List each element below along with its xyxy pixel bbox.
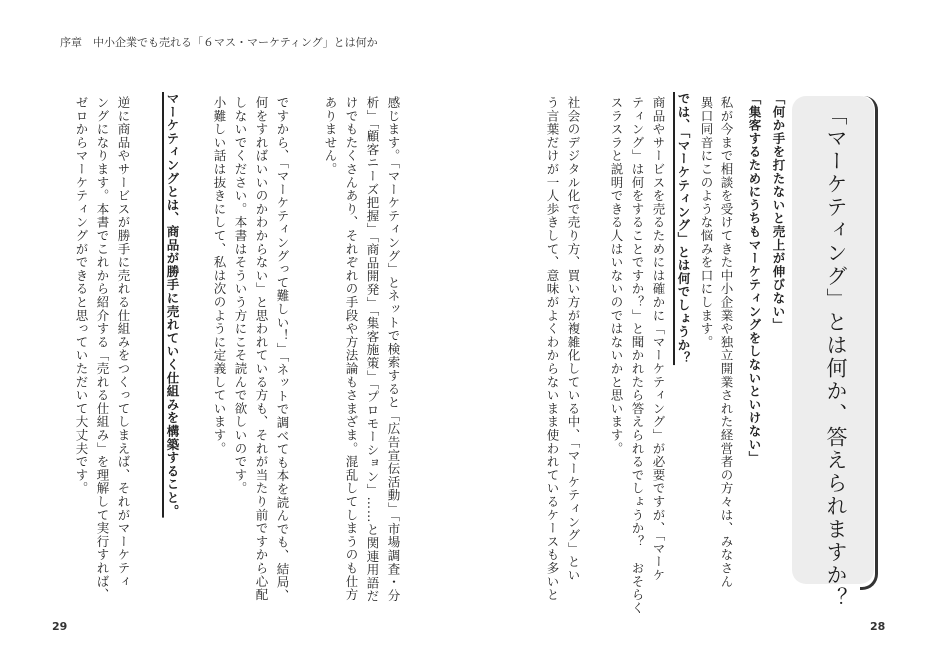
left-para-2-line-4: 小難しい話は抜きにして、私は次のように定義しています。 — [212, 96, 227, 456]
right-para-2-line-2: ティング」は何をすることですか？」と聞かれたら答えられるでしょうか？ おそらく — [630, 96, 645, 615]
left-para-1-line-4: ありません。 — [323, 96, 338, 176]
right-para-3-line-1: 社会のデジタル化で売り方、買い方が複雑化している中、「マーケティング」とい — [566, 96, 581, 582]
subheading-1: 「何か手を打たないと売上が伸びない」 — [771, 92, 786, 332]
left-para-1-line-1: 感じます。「マーケティング」とネットで検索すると「広告宣伝活動」「市場調査・分 — [386, 96, 401, 603]
left-para-2-line-3: しないでください。本書はそういう方にこそ読んで欲しいのです。 — [233, 96, 248, 495]
right-para-2-line-1: 商品やサービスを売るためには確かに「マーケティング」が必要ですが、「マーケ — [651, 96, 666, 582]
right-para-1-line-1: 私が今まで相談を受けてきた中小企業や独立開業された経営者の方々は、みなさん — [719, 96, 734, 589]
left-para-1-line-3: けでもたくさんあり、それぞれの手段や方法論もさまざま。混乱してしまうのも仕方 — [344, 96, 359, 602]
chapter-title-box-edge — [860, 96, 878, 590]
page-number-right: 28 — [870, 620, 886, 633]
subheading-3: では、「マーケティング」とは何でしょうか？ — [676, 92, 691, 366]
left-para-3-line-1: 逆に商品やサービスが勝手に売れる仕組みをつくってしまえば、それがマーケティ — [116, 96, 131, 589]
definition-statement: マーケティングとは、商品が勝手に売れていく仕組みを構築すること。 — [165, 92, 180, 518]
chapter-title: 「マーケティング」とは何か、答えられますか？ — [824, 104, 848, 610]
running-header: 序章 中小企業でも売れる「６マス・マーケティング」とは何か — [60, 36, 378, 49]
left-para-3-line-2: ングになります。本書でこれから紹介する「売れる仕組み」を理解して実行すれば、 — [95, 96, 110, 602]
left-para-3-line-3: ゼロからマーケティングができると思っていただいて大丈夫です。 — [74, 96, 89, 495]
left-para-2-line-2: 何をすればいいのかわからない」と思われている方も、それが当たり前ですから心配 — [254, 96, 269, 602]
right-para-3-line-2: う言葉だけが一人歩きして、意味がよくわからないまま使われているケースも多いと — [545, 96, 560, 602]
right-para-1-line-2: 異口同音にこのような悩みを口にします。 — [699, 96, 714, 349]
subheading-2: 「集客するためにうちもマーケティングをしないといけない」 — [747, 92, 762, 465]
left-para-2-line-1: ですから、「マーケティングって難しい！」「ネットで調べても本を読んでも、結局、 — [275, 96, 290, 603]
right-para-2-line-3: スラスラと説明できる人はいないのではないかと思います。 — [609, 96, 624, 456]
left-para-1-line-2: 析」「顧客ニーズ把握」「商品開発」「集客施策」「プロモーション」……と関連用語だ — [365, 96, 380, 603]
page-number-left: 29 — [52, 620, 68, 633]
